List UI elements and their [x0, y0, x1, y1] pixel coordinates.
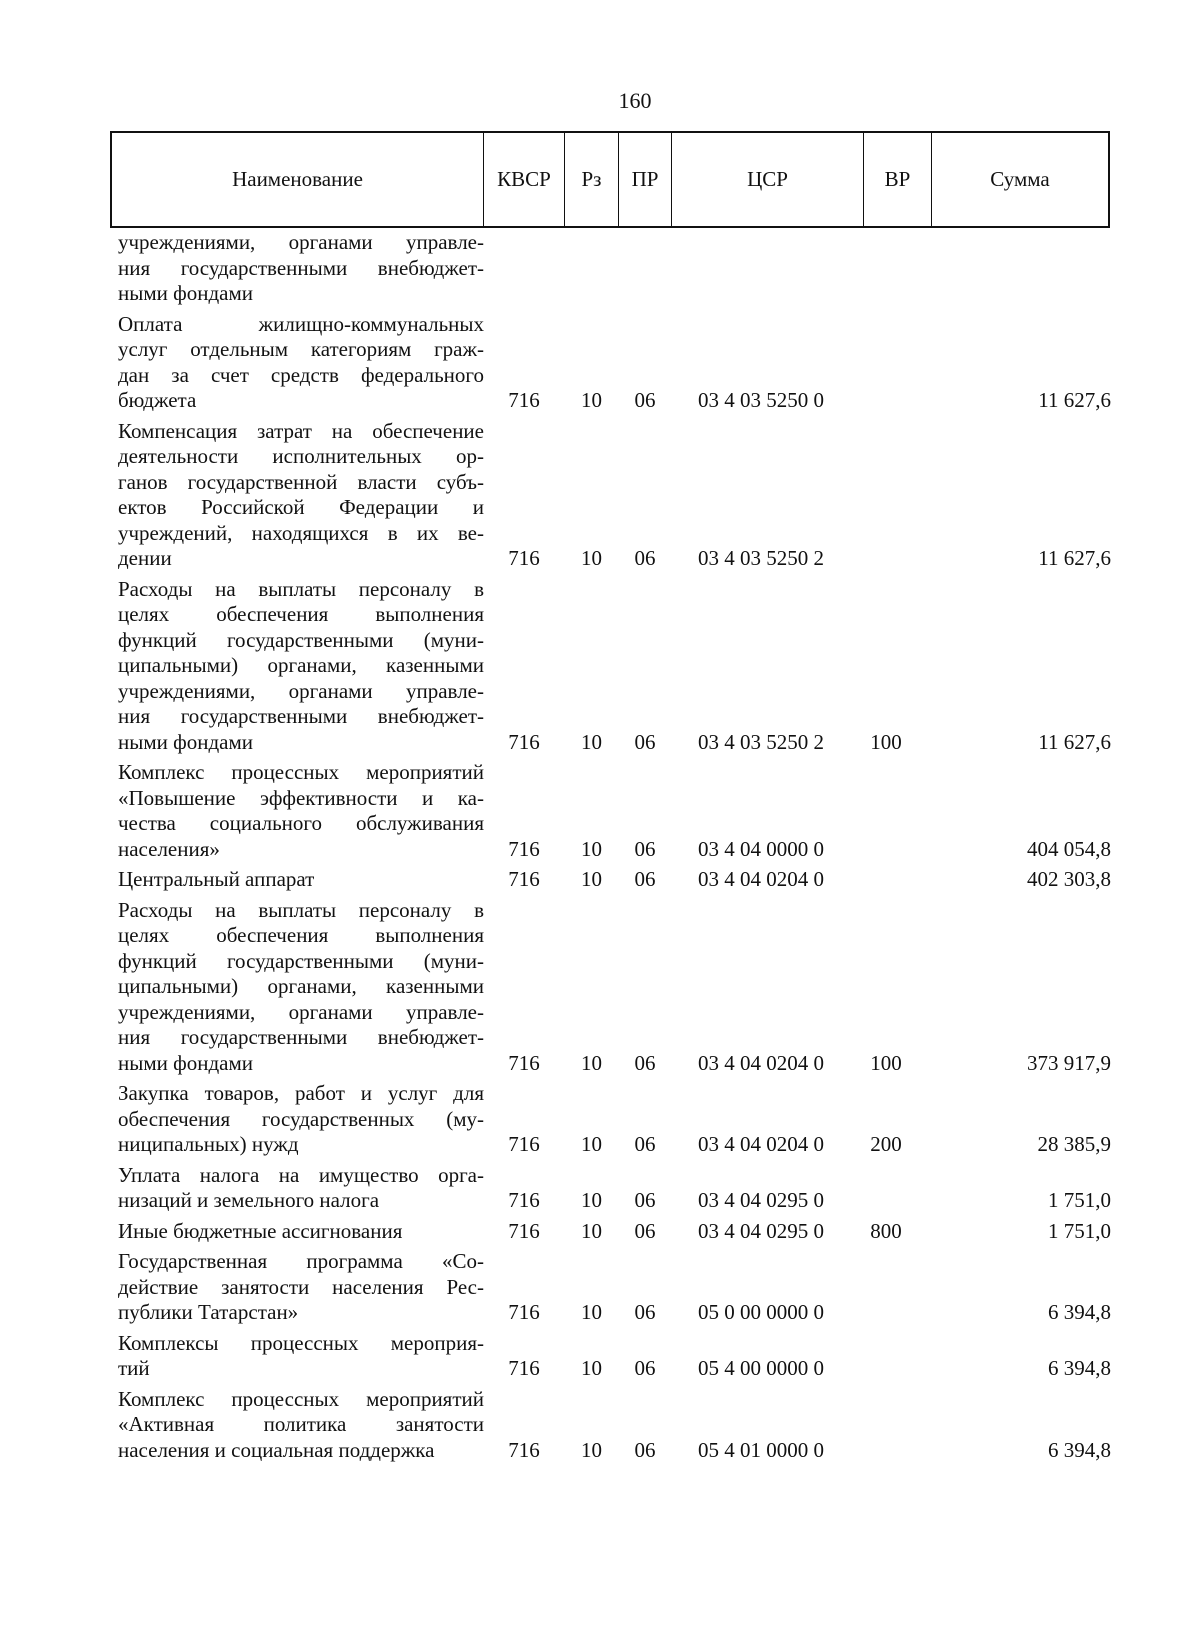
row-name-line: ниципальных) нужд	[118, 1132, 299, 1156]
row-name-line: «Активная политика занятости	[118, 1412, 484, 1436]
row-pr: 06	[634, 1437, 656, 1462]
table-body	[118, 230, 1118, 1468]
row-name-line: дении	[118, 546, 172, 570]
row-name	[118, 1219, 484, 1245]
row-name-line: Комплекс процессных мероприятий	[118, 1386, 484, 1411]
table-row	[118, 577, 1118, 756]
row-rz: 10	[581, 1050, 602, 1075]
page-number: 160	[618, 88, 652, 113]
row-csr: 03 4 04 0295 0	[698, 1188, 824, 1212]
row-name	[118, 1387, 484, 1464]
header-csr: ЦСР	[672, 133, 864, 226]
row-name-line: ния государственными внебюджет-	[118, 704, 484, 728]
row-kvsr: 716	[508, 1188, 540, 1212]
row-pr: 06	[634, 546, 656, 570]
row-kvsr: 716	[508, 1132, 540, 1156]
row-kvsr: 716	[508, 388, 540, 412]
row-sum: 402 303,8	[1027, 867, 1111, 891]
row-kvsr: 716	[508, 867, 540, 891]
row-vr: 100	[870, 729, 902, 754]
row-sum: 11 627,6	[1038, 729, 1111, 754]
table-header	[110, 131, 1110, 228]
header-kvsr: КВСР	[484, 133, 565, 226]
row-pr: 06	[634, 729, 656, 754]
row-name-line: деятельности исполнительных ор-	[118, 444, 484, 468]
row-csr: 05 4 01 0000 0	[698, 1437, 824, 1462]
table-row	[118, 760, 1118, 862]
row-name-line: ными фондами	[118, 729, 254, 754]
row-csr: 03 4 03 5250 0	[698, 388, 824, 412]
row-kvsr: 716	[508, 836, 540, 861]
row-csr: 03 4 04 0000 0	[698, 836, 824, 861]
row-sum: 1 751,0	[1048, 1188, 1111, 1212]
row-sum: 6 394,8	[1048, 1437, 1111, 1462]
row-sum: 6 394,8	[1048, 1300, 1111, 1324]
row-name-line: учреждениями, органами управле-	[118, 230, 484, 254]
row-sum: 1 751,0	[1048, 1218, 1111, 1243]
row-kvsr: 716	[508, 1218, 540, 1243]
row-rz: 10	[581, 1132, 602, 1156]
row-name	[118, 1249, 484, 1326]
row-name-line: Оплата жилищно-коммунальных	[118, 311, 484, 336]
row-sum: 373 917,9	[1027, 1050, 1111, 1075]
row-name-line: действие занятости населения Рес-	[118, 1274, 484, 1299]
row-name-line: Иные бюджетные ассигнования	[118, 1218, 403, 1243]
table-row	[118, 230, 1118, 307]
row-pr: 06	[634, 867, 656, 891]
header-sum: Сумма	[990, 167, 1050, 191]
row-name-line: ципальными) органами, казенными	[118, 974, 484, 998]
row-rz: 10	[581, 1218, 602, 1243]
table-row	[118, 1387, 1118, 1464]
row-name-line: функций государственными (муни-	[118, 627, 484, 652]
row-name-line: учреждениями, органами управле-	[118, 999, 484, 1024]
header-vr: ВР	[864, 133, 932, 226]
row-name	[118, 230, 484, 307]
row-pr: 06	[634, 1132, 656, 1156]
row-kvsr: 716	[508, 546, 540, 570]
header-rz: Рз	[565, 133, 619, 226]
row-name-line: Расходы на выплаты персоналу в	[118, 576, 484, 601]
row-sum: 28 385,9	[1037, 1132, 1111, 1156]
row-pr: 06	[634, 1188, 656, 1212]
row-pr: 06	[634, 836, 656, 861]
row-pr: 06	[634, 1050, 656, 1075]
row-name-line: Уплата налога на имущество орга-	[118, 1162, 484, 1187]
row-name-line: ципальными) органами, казенными	[118, 653, 484, 677]
row-rz: 10	[581, 1300, 602, 1324]
table-row	[118, 867, 1118, 893]
row-name-line: чества социального обслуживания	[118, 811, 484, 835]
row-csr: 05 4 00 0000 0	[698, 1356, 824, 1380]
row-rz: 10	[581, 546, 602, 570]
row-rz: 10	[581, 729, 602, 754]
row-rz: 10	[581, 867, 602, 891]
row-name	[118, 1163, 484, 1214]
table-row	[118, 898, 1118, 1077]
row-name-line: учреждений, находящихся в их ве-	[118, 520, 484, 545]
row-pr: 06	[634, 388, 656, 412]
row-kvsr: 716	[508, 1356, 540, 1380]
table-row	[118, 1219, 1118, 1245]
table-row	[118, 312, 1118, 414]
row-kvsr: 716	[508, 1437, 540, 1462]
row-rz: 10	[581, 1356, 602, 1380]
row-sum: 6 394,8	[1048, 1356, 1111, 1380]
row-name-line: обеспечения государственных (му-	[118, 1106, 484, 1131]
row-vr: 200	[870, 1132, 902, 1156]
header-name: Наименование	[112, 133, 484, 226]
row-name	[118, 760, 484, 862]
table-row	[118, 1249, 1118, 1326]
row-name-line: «Повышение эффективности и ка-	[118, 785, 484, 810]
row-name-line: тий	[118, 1356, 150, 1380]
row-name	[118, 1331, 484, 1382]
row-name-line: Расходы на выплаты персоналу в	[118, 897, 484, 922]
row-name-line: Центральный аппарат	[118, 867, 315, 891]
row-kvsr: 716	[508, 729, 540, 754]
row-csr: 03 4 03 5250 2	[698, 546, 824, 570]
row-rz: 10	[581, 1437, 602, 1462]
row-name-line: бюджета	[118, 388, 197, 412]
row-name	[118, 312, 484, 414]
row-rz: 10	[581, 1188, 602, 1212]
row-name-line: ными фондами	[118, 1050, 254, 1075]
row-name-line: Компенсация затрат на обеспечение	[118, 418, 484, 443]
row-name-line: Комплексы процессных мероприя-	[118, 1330, 484, 1355]
row-sum: 11 627,6	[1038, 546, 1111, 570]
row-name-line: целях обеспечения выполнения	[118, 602, 484, 626]
table-row	[118, 419, 1118, 572]
row-kvsr: 716	[508, 1050, 540, 1075]
row-name-line: ния государственными внебюджет-	[118, 1025, 484, 1049]
row-vr: 100	[870, 1050, 902, 1075]
row-name-line: ганов государственной власти субъ-	[118, 469, 484, 494]
row-pr: 06	[634, 1218, 656, 1243]
row-vr: 800	[870, 1218, 902, 1243]
row-csr: 03 4 04 0295 0	[698, 1218, 824, 1243]
row-name-line: учреждениями, органами управле-	[118, 678, 484, 703]
row-csr: 05 0 00 0000 0	[698, 1300, 824, 1324]
row-name-line: населения и социальная поддержка	[118, 1437, 435, 1462]
row-name-line: Закупка товаров, работ и услуг для	[118, 1081, 484, 1105]
row-kvsr: 716	[508, 1300, 540, 1324]
row-csr: 03 4 04 0204 0	[698, 1132, 824, 1156]
row-name	[118, 419, 484, 572]
table-row	[118, 1163, 1118, 1214]
row-name	[118, 898, 484, 1077]
row-pr: 06	[634, 1300, 656, 1324]
table-row	[118, 1081, 1118, 1158]
row-csr: 03 4 03 5250 2	[698, 729, 824, 754]
row-name-line: услуг отдельным категориям граж-	[118, 337, 484, 361]
row-name-line: населения»	[118, 836, 220, 861]
row-rz: 10	[581, 388, 602, 412]
header-pr: ПР	[619, 133, 672, 226]
row-name-line: дан за счет средств федерального	[118, 362, 484, 387]
row-csr: 03 4 04 0204 0	[698, 1050, 824, 1075]
table-row	[118, 1331, 1118, 1382]
row-name-line: целях обеспечения выполнения	[118, 923, 484, 947]
row-name-line: публики Татарстан»	[118, 1300, 299, 1324]
row-name-line: ными фондами	[118, 281, 254, 305]
row-pr: 06	[634, 1356, 656, 1380]
row-rz: 10	[581, 836, 602, 861]
row-name-line: низаций и земельного налога	[118, 1188, 380, 1212]
row-sum: 404 054,8	[1027, 836, 1111, 861]
row-csr: 03 4 04 0204 0	[698, 867, 824, 891]
row-sum: 11 627,6	[1038, 388, 1111, 412]
row-name-line: ния государственными внебюджет-	[118, 255, 484, 280]
row-name	[118, 577, 484, 756]
row-name-line: функций государственными (муни-	[118, 948, 484, 973]
row-name-line: Комплекс процессных мероприятий	[118, 760, 484, 784]
row-name-line: Государственная программа «Со-	[118, 1249, 484, 1273]
row-name-line: ектов Российской Федерации и	[118, 495, 484, 519]
row-name	[118, 867, 484, 893]
row-name	[118, 1081, 484, 1158]
